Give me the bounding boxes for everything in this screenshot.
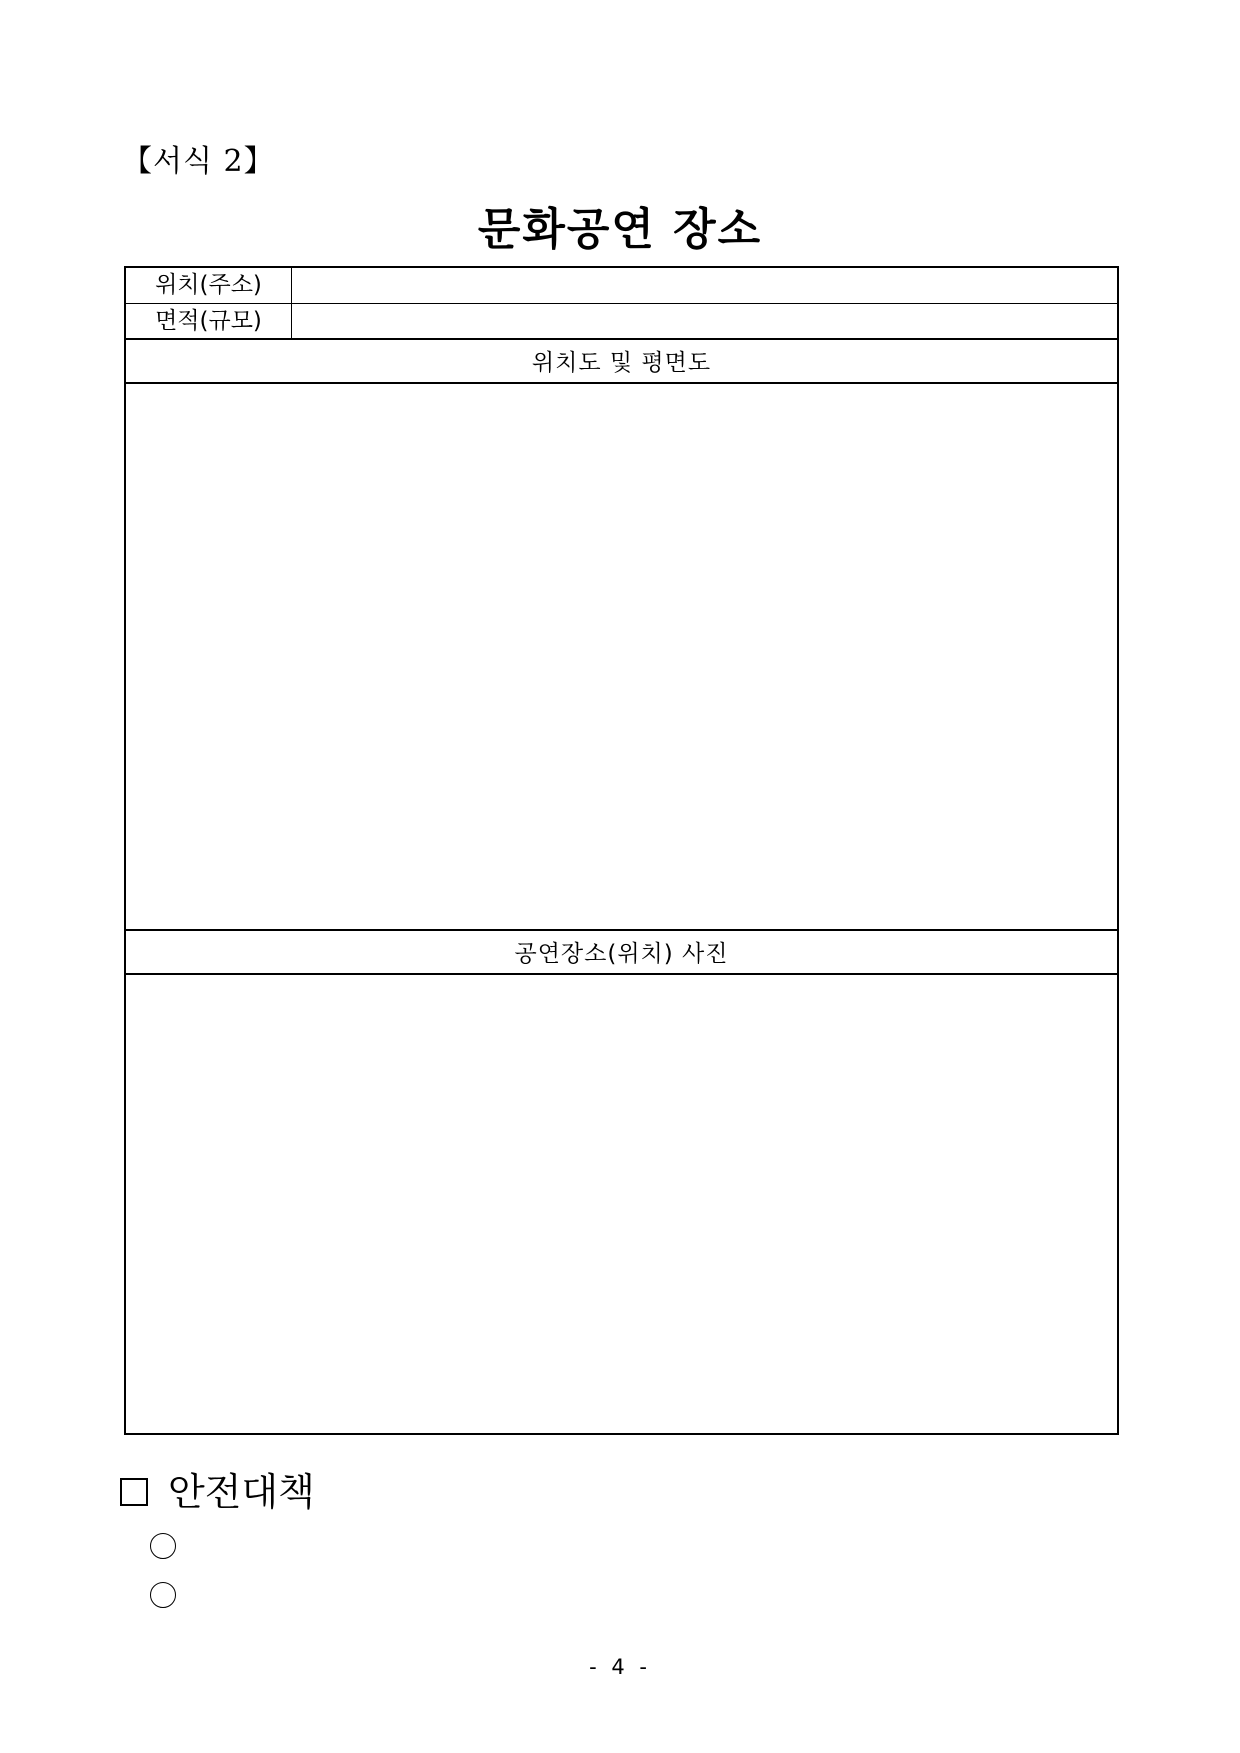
venue-form-table (124, 266, 1119, 1435)
safety-item (150, 1579, 1050, 1613)
document-title: 문화공연 장소 (477, 204, 763, 255)
photo-section-header-row (126, 933, 1117, 975)
map-section-header: 위치도 및 평면도 (531, 350, 712, 376)
empty-square-icon (120, 1478, 148, 1506)
photo-section-header: 공연장소(위치) 사진 (514, 941, 729, 967)
map-content-row (126, 384, 1117, 931)
safety-item (150, 1530, 1050, 1564)
page-number: - 4 - (589, 1655, 651, 1679)
circle-bullet-icon (150, 1582, 176, 1608)
location-row (126, 268, 1117, 304)
photo-content-area[interactable] (126, 975, 1117, 1433)
map-section-header-row (126, 342, 1117, 384)
form-number-label: 【서식 2】 (122, 144, 275, 179)
location-label: 위치(주소) (126, 268, 292, 303)
map-content-area[interactable] (126, 384, 1117, 929)
safety-measures-heading (120, 1468, 315, 1516)
photo-content-row (126, 975, 1117, 1433)
circle-bullet-icon (150, 1533, 176, 1559)
location-field[interactable] (292, 268, 1117, 303)
area-label: 면적(규모) (126, 304, 292, 338)
area-field[interactable] (292, 304, 1117, 338)
area-row (126, 304, 1117, 340)
safety-measures-title: 안전대책 (168, 1470, 315, 1514)
